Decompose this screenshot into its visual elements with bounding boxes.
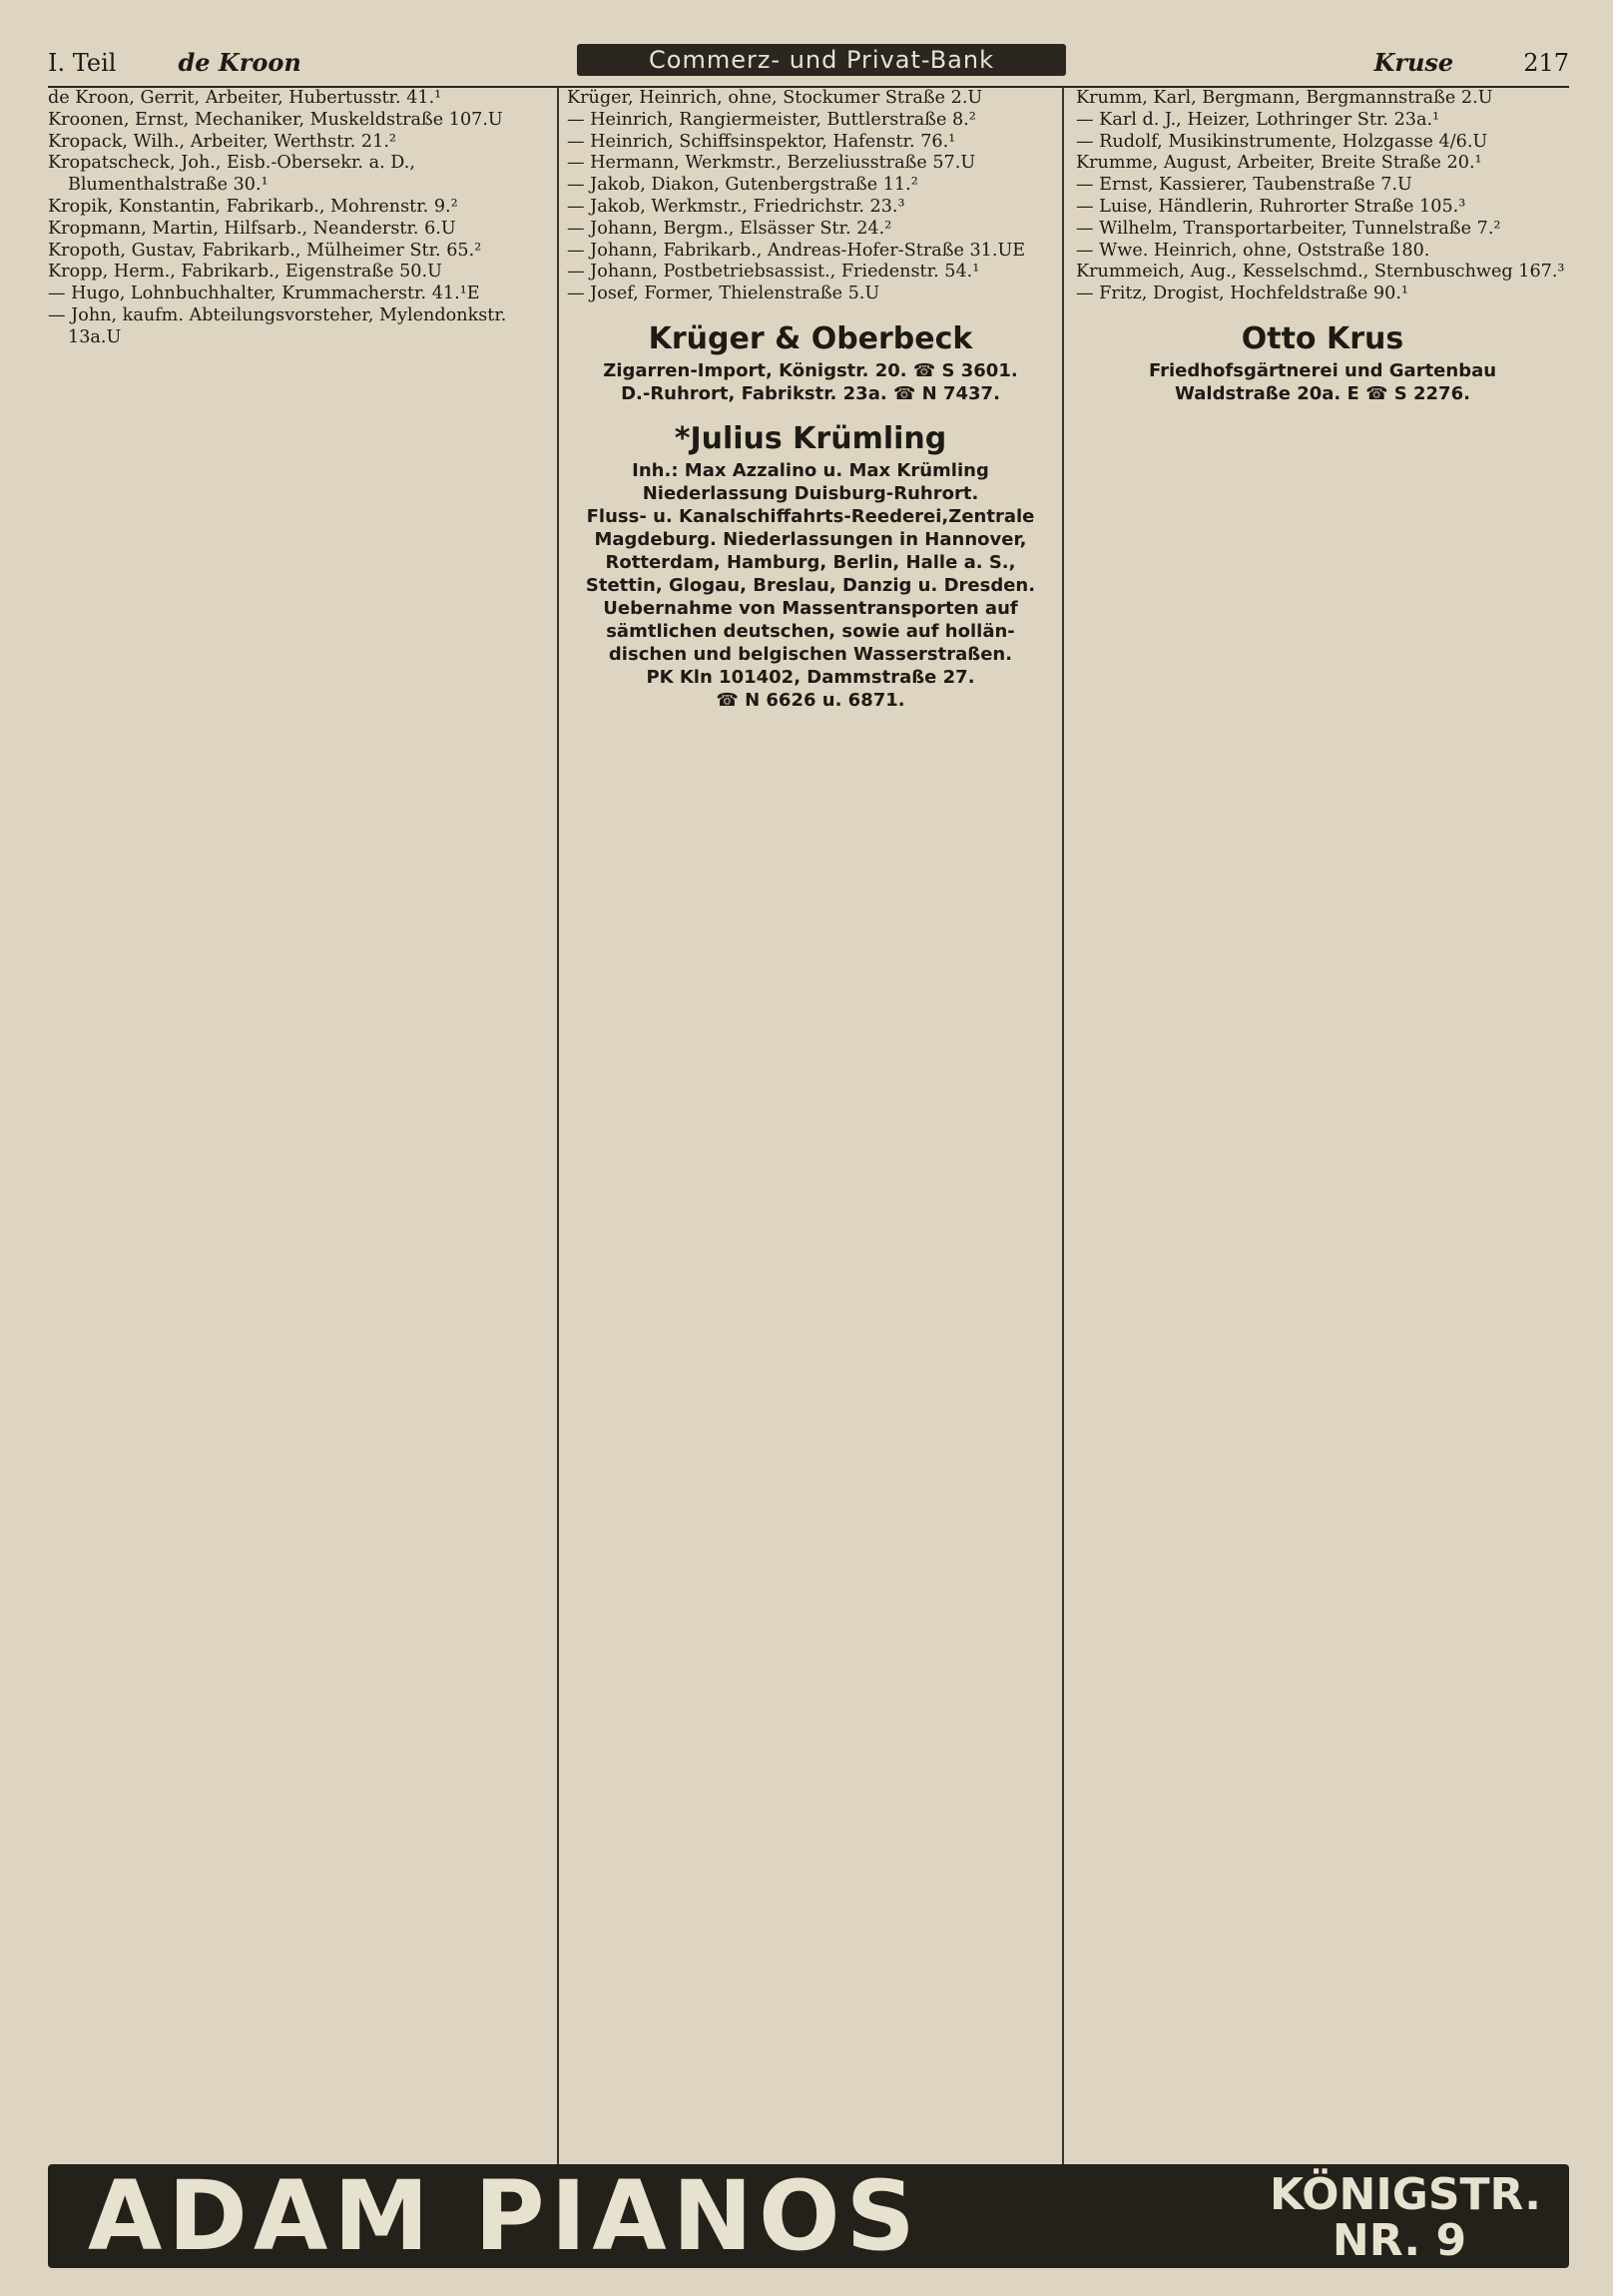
ad-kruemling-line: sämtlichen deutschen, sowie auf hollän- (606, 620, 1015, 642)
directory-columns (48, 88, 1569, 2164)
footer-ad-address (1270, 2169, 1541, 2266)
ad-julius-kruemling (571, 419, 1050, 712)
ad-kruemling-line: PK Kln 101402, Dammstraße 27. (646, 666, 975, 688)
directory-entry: Kropoth, Gustav, Fabrikarb., Mülheimer Str. 65.² (48, 240, 482, 261)
directory-entry: — Johann, Bergm., Elsässer Str. 24.² (567, 218, 892, 239)
right-catchword: Kruse (1373, 48, 1454, 77)
directory-entry: — Heinrich, Schiffsinspektor, Hafenstr. 76.¹ (567, 131, 956, 152)
ad-kruemling-line: Inh.: Max Azzalino u. Max Krümling (632, 459, 989, 481)
ad-kruemling-line: Niederlassung Duisburg-Ruhrort. (642, 482, 979, 504)
directory-entry: — Karl d. J., Heizer, Lothringer Str. 23a.¹ (1076, 109, 1440, 130)
ad-krus-line-1: Friedhofsgärtnerei und Gartenbau (1148, 359, 1497, 381)
ad-krus-line-2: Waldstraße 20a. E ☎ S 2276. (1175, 382, 1470, 404)
ad-kruemling-line: Uebernahme von Massentransporten auf (603, 597, 1018, 619)
directory-entry: Krummeich, Aug., Kesselschmd., Sternbuschweg 167.³ (1076, 262, 1565, 283)
volume-label: I. Teil (48, 49, 117, 77)
ad-otto-krus (1080, 319, 1565, 405)
ad-krueger-title: Krüger & Oberbeck (648, 320, 973, 356)
directory-entry: Krüger, Heinrich, ohne, Stockumer Straße 2.U (567, 88, 983, 108)
bank-banner: Commerz- und Privat-Bank (577, 44, 1066, 76)
column-1 (48, 88, 555, 2164)
directory-entry: Kropatscheck, Joh., Eisb.-Obersekr. a. D., Blumenthalstraße 30.¹ (48, 153, 415, 196)
directory-entry: — Luise, Händlerin, Ruhrorter Straße 105.³ (1076, 196, 1466, 217)
directory-entry: Kropmann, Martin, Hilfsarb., Neanderstr. 6.U (48, 218, 456, 239)
directory-entry: de Kroon, Gerrit, Arbeiter, Hubertusstr. 41.¹ (48, 88, 442, 108)
page-header (48, 40, 1569, 88)
directory-entry: — Hugo, Lohnbuchhalter, Krummacherstr. 41.¹E (48, 284, 480, 304)
ad-krueger-line-2: D.-Ruhrort, Fabrikstr. 23a. ☎ N 7437. (621, 382, 1000, 404)
page-number: 217 (1523, 49, 1569, 77)
ad-kruemling-line: Rotterdam, Hamburg, Berlin, Halle a. S., (605, 551, 1016, 573)
directory-entry: — Josef, Former, Thielenstraße 5.U (567, 284, 880, 304)
column-3-entries-a (1076, 88, 1569, 305)
column-3 (1068, 88, 1569, 2164)
directory-entry: — Rudolf, Musikinstrumente, Holzgasse 4/6.U (1076, 131, 1488, 152)
adam-pianos-banner (48, 2160, 1569, 2272)
directory-entry: — Jakob, Diakon, Gutenbergstraße 11.² (567, 175, 918, 196)
directory-entry: Krumm, Karl, Bergmann, Bergmannstraße 2.U (1076, 88, 1493, 108)
ad-kruemling-line: Fluss- u. Kanalschiffahrts-Reederei,Zentrale (586, 505, 1035, 527)
directory-entry: — Jakob, Werkmstr., Friedrichstr. 23.³ (567, 196, 905, 217)
column-2-entries-a (567, 88, 1054, 305)
ad-krueger-line-1: Zigarren-Import, Königstr. 20. ☎ S 3601. (603, 359, 1018, 381)
footer-ad-number: NR. 9 (1332, 2215, 1467, 2266)
ad-kruemling-title: *Julius Krümling (674, 420, 947, 456)
ad-kruemling-line: dischen und belgischen Wasserstraßen. (608, 643, 1013, 665)
footer-ad-title: ADAM PIANOS (88, 2160, 921, 2272)
column-2 (557, 88, 1064, 2164)
header-left (48, 48, 301, 77)
directory-entry: — Heinrich, Rangiermeister, Buttlerstraße 8.² (567, 109, 976, 130)
directory-entry: — Ernst, Kassierer, Taubenstraße 7.U (1076, 175, 1412, 196)
directory-entry: — Wwe. Heinrich, ohne, Oststraße 180. (1076, 240, 1430, 261)
directory-entry: — Johann, Postbetriebsassist., Friedenstr. 54.¹ (567, 262, 980, 283)
directory-entry: — Wilhelm, Transportarbeiter, Tunnelstraße 7.² (1076, 218, 1501, 239)
directory-entry: — John, kaufm. Abteilungsvorsteher, Mylendonkstr. 13a.U (48, 304, 507, 347)
directory-entry: Kroonen, Ernst, Mechaniker, Muskeldstraße 107.U (48, 109, 503, 130)
header-right (1373, 48, 1569, 77)
ad-kruemling-line: Stettin, Glogau, Breslau, Danzig u. Dresden. (585, 574, 1036, 596)
footer-ad-street: KÖNIGSTR. (1270, 2169, 1541, 2220)
ad-krueger-oberbeck (571, 319, 1050, 405)
directory-entry: — Fritz, Drogist, Hochfeldstraße 90.¹ (1076, 284, 1408, 304)
directory-entry: Kropik, Konstantin, Fabrikarb., Mohrenstr. 9.² (48, 196, 458, 217)
directory-entry: Kropp, Herm., Fabrikarb., Eigenstraße 50.U (48, 262, 442, 283)
ad-krus-title: Otto Krus (1241, 320, 1404, 356)
directory-entry: Kropack, Wilh., Arbeiter, Werthstr. 21.² (48, 131, 396, 152)
ad-kruemling-line: ☎ N 6626 u. 6871. (716, 689, 905, 711)
directory-entry: — Hermann, Werkmstr., Berzeliusstraße 57.U (567, 153, 976, 174)
directory-entry: Krumme, August, Arbeiter, Breite Straße 20.¹ (1076, 153, 1482, 174)
left-catchword: de Kroon (178, 48, 301, 77)
directory-entry: — Johann, Fabrikarb., Andreas-Hofer-Straße 31.UE (567, 240, 1026, 261)
ad-kruemling-line: Magdeburg. Niederlassungen in Hannover, (594, 528, 1027, 550)
